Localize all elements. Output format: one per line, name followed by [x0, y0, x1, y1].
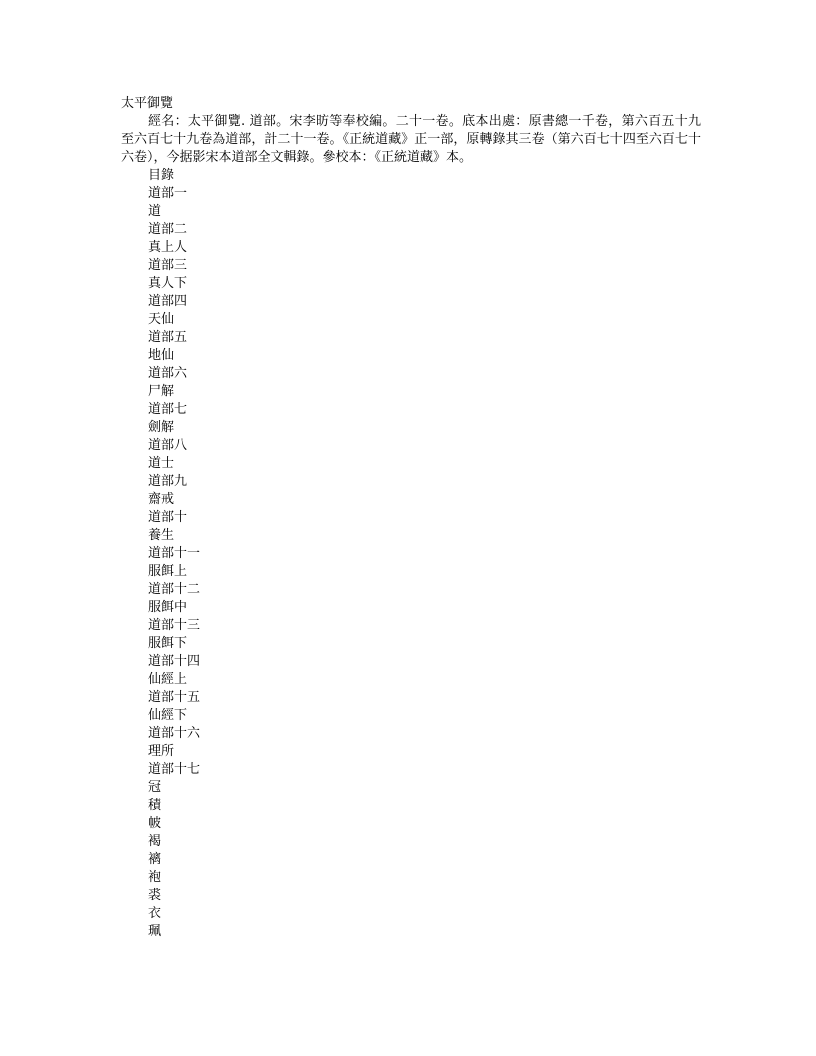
- toc-item: 道部十: [148, 510, 188, 525]
- toc-item: 齋戒: [148, 492, 175, 507]
- document-title: 太平御覽: [121, 96, 174, 111]
- toc-item: 劍解: [148, 420, 175, 435]
- toc-item: 道部十四: [148, 654, 201, 669]
- toc-item: 道部十一: [148, 546, 201, 561]
- toc-item: 衣: [148, 906, 162, 921]
- toc-item: 道部一: [148, 186, 188, 201]
- toc-item: 道: [148, 204, 162, 219]
- toc-item: 地仙: [148, 348, 175, 363]
- toc-item: 服餌中: [148, 600, 188, 615]
- toc-item: 仙經上: [148, 672, 188, 687]
- document-page: [121, 95, 701, 941]
- toc-item: 道部五: [148, 330, 188, 345]
- toc-item: 道部七: [148, 402, 188, 417]
- toc-item: 尸解: [148, 384, 175, 399]
- toc-item: 仙經下: [148, 708, 188, 723]
- toc-item: 道部六: [148, 366, 188, 381]
- toc-item: 道部四: [148, 294, 188, 309]
- toc-item: 積: [148, 798, 162, 813]
- toc-item: 理所: [148, 744, 175, 759]
- toc-item: 褐: [148, 834, 162, 849]
- toc-item: 道部三: [148, 258, 188, 273]
- toc-heading: 目錄: [148, 168, 175, 183]
- document-description: 經名：太平御覽. 道部。宋李昉等奉校編。二十一卷。底本出處：原書總一千卷，第六百五十九至六百七十九卷為道部，計二十一卷。《正統道藏》正一部，原轉錄其三卷（第六百七十四至六百七十六卷），今据影宋本道部全文輯錄。參校本：《正統道藏》本。: [121, 114, 701, 165]
- toc-item: 帔: [148, 816, 162, 831]
- toc-item: 天仙: [148, 312, 175, 327]
- toc-item: 服餌上: [148, 564, 188, 579]
- toc-item: 道部十五: [148, 690, 201, 705]
- toc-item: 養生: [148, 528, 175, 543]
- toc-item: 道部十二: [148, 582, 201, 597]
- toc-item: 道部十三: [148, 618, 201, 633]
- toc-item: 服餌下: [148, 636, 188, 651]
- toc-item: 道部十六: [148, 726, 201, 741]
- toc-item: 道部八: [148, 438, 188, 453]
- toc-item: 道部十七: [148, 762, 201, 777]
- toc-item: 袍: [148, 870, 162, 885]
- toc-item: 道部二: [148, 222, 188, 237]
- toc-item: 冠: [148, 780, 162, 795]
- toc-item: 道部九: [148, 474, 188, 489]
- toc-item: 道士: [148, 456, 175, 471]
- toc-item: 真人下: [148, 276, 188, 291]
- toc-item: 裘: [148, 888, 162, 903]
- toc-item: 珮: [148, 924, 162, 939]
- toc-list: [121, 185, 701, 941]
- toc-item: 真上人: [148, 240, 188, 255]
- toc-item: 褵: [148, 852, 162, 867]
